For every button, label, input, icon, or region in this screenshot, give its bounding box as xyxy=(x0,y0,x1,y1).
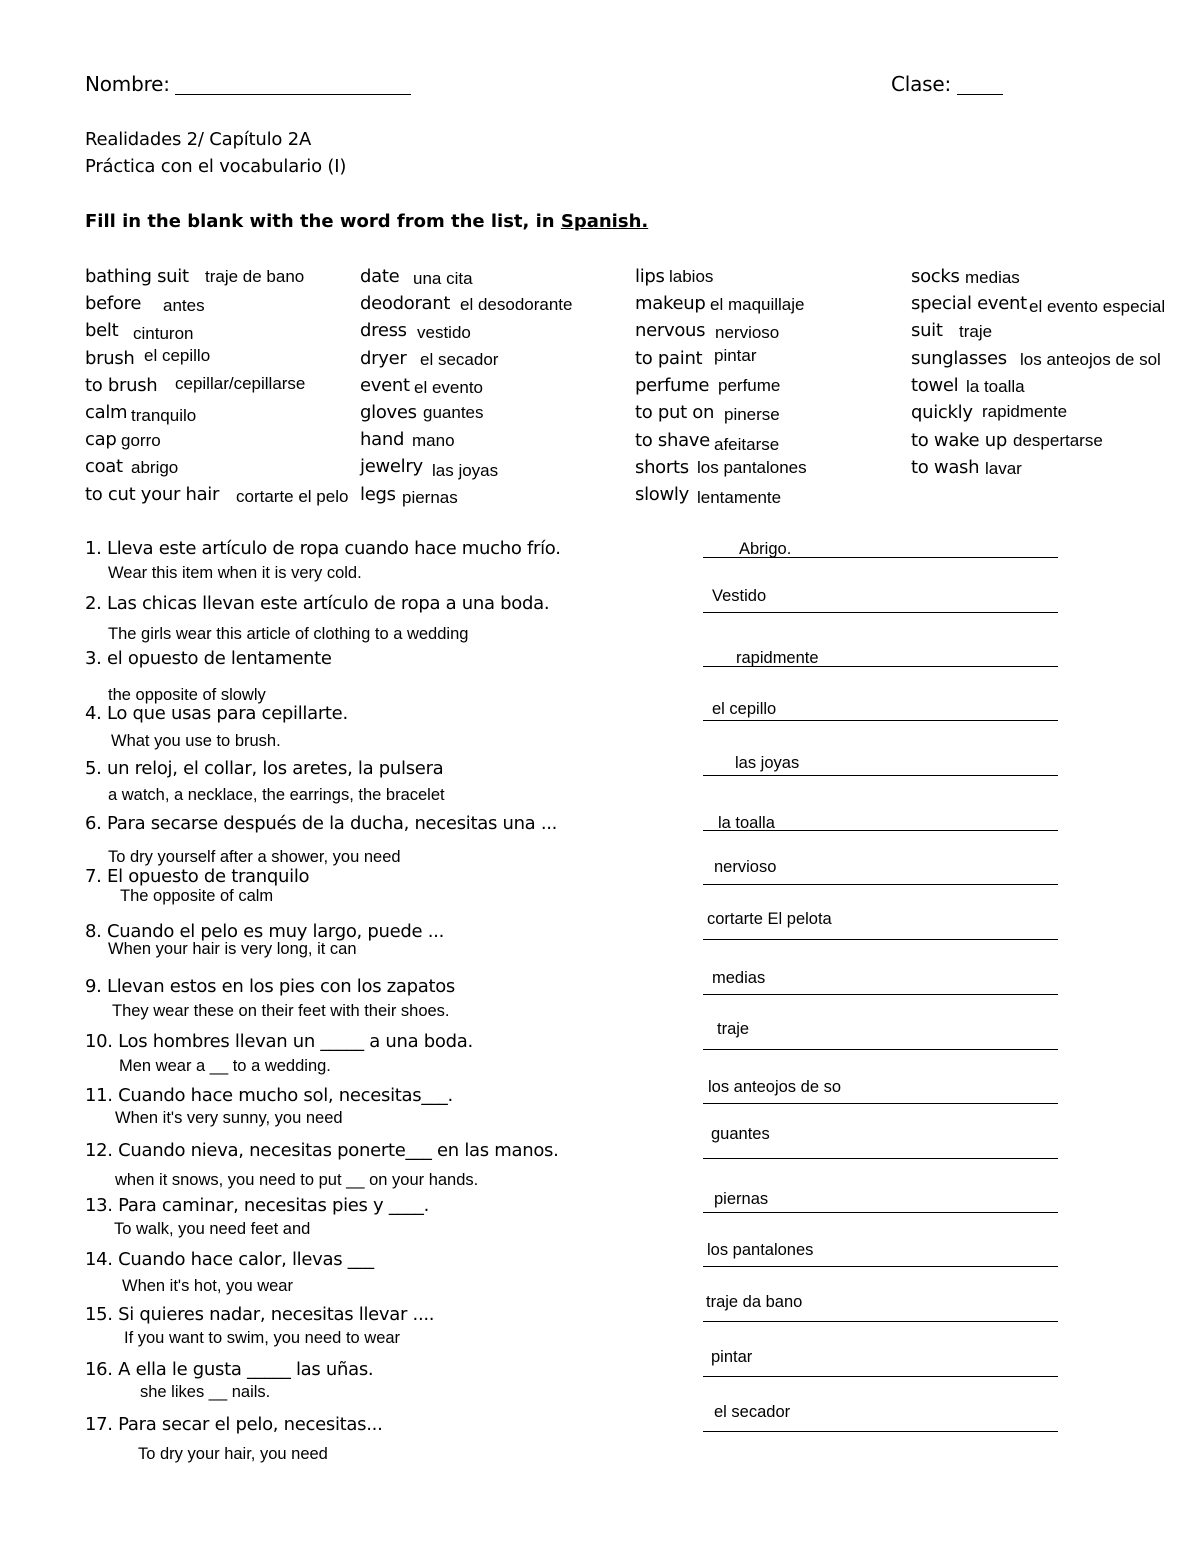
vocab-en: makeup xyxy=(635,293,706,314)
question-text: 8. Cuando el pelo es muy largo, puede ... xyxy=(85,921,444,942)
question-text: 2. Las chicas llevan este artículo de ropa a una boda. xyxy=(85,593,550,614)
question-translation: To dry yourself after a shower, you need xyxy=(108,848,401,866)
vocab-en: legs xyxy=(360,484,396,505)
question-text: 14. Cuando hace calor, llevas ___ xyxy=(85,1249,374,1270)
instructions xyxy=(85,211,648,232)
vocab-en: deodorant xyxy=(360,293,451,314)
question-translation: The opposite of calm xyxy=(120,887,274,905)
vocab-es: rapidmente xyxy=(982,402,1068,421)
vocab-es: el evento xyxy=(414,378,483,397)
answer-line[interactable] xyxy=(703,939,1058,940)
answer-text: la toalla xyxy=(718,814,775,832)
question-translation: If you want to swim, you need to wear xyxy=(124,1329,401,1347)
vocab-es: los pantalones xyxy=(697,458,807,477)
vocab-en: shorts xyxy=(635,457,689,478)
vocab-en: jewelry xyxy=(360,456,423,477)
answer-line[interactable] xyxy=(703,994,1058,995)
vocab-es: antes xyxy=(163,296,205,315)
answer-text: traje da bano xyxy=(706,1293,803,1311)
vocab-es: gorro xyxy=(121,431,161,450)
question-translation: a watch, a necklace, the earrings, the bracelet xyxy=(108,786,445,804)
vocab-en: date xyxy=(360,266,400,287)
question-text: 3. el opuesto de lentamente xyxy=(85,648,332,669)
answer-text: los anteojos de so xyxy=(708,1078,842,1096)
instruction-text: Fill in the blank with the word from the list, in xyxy=(85,211,561,232)
vocab-es: el secador xyxy=(420,350,499,369)
vocab-en: to brush xyxy=(85,375,158,396)
answer-text: pintar xyxy=(711,1348,753,1366)
answer-line[interactable] xyxy=(703,884,1058,885)
answer-text: nervioso xyxy=(714,858,777,876)
answer-text: los pantalones xyxy=(707,1241,814,1259)
vocab-es: los anteojos de sol xyxy=(1020,350,1161,369)
vocab-es: despertarse xyxy=(1013,431,1103,450)
question-translation: To walk, you need feet and xyxy=(114,1220,311,1238)
vocab-es: la toalla xyxy=(966,377,1025,396)
question-text: 16. A ella le gusta _____ las uñas. xyxy=(85,1359,374,1380)
question-translation: Men wear a __ to a wedding. xyxy=(119,1057,331,1075)
vocab-en: hand xyxy=(360,429,405,450)
vocab-es: el evento especial xyxy=(1029,297,1166,316)
question-translation: when it snows, you need to put __ on your hands. xyxy=(115,1171,479,1189)
instruction-emphasis: Spanish. xyxy=(560,211,649,232)
vocab-es: pintar xyxy=(714,346,757,365)
vocab-es: las joyas xyxy=(432,461,499,480)
question-text: 1. Lleva este artículo de ropa cuando hace mucho frío. xyxy=(85,538,561,559)
vocab-es: cepillar/cepillarse xyxy=(175,374,306,393)
vocab-en: to wash xyxy=(911,457,980,478)
answer-line[interactable] xyxy=(703,612,1058,613)
vocab-en: cap xyxy=(85,429,117,450)
question-translation: she likes __ nails. xyxy=(140,1383,271,1401)
answer-line[interactable] xyxy=(703,1103,1058,1104)
question-translation: Wear this item when it is very cold. xyxy=(108,564,362,582)
answer-text: las joyas xyxy=(735,754,800,772)
question-text: 15. Si quieres nadar, necesitas llevar .... xyxy=(85,1304,435,1325)
answer-text: Abrigo. xyxy=(739,540,792,558)
vocab-es: el desodorante xyxy=(460,295,573,314)
question-text: 10. Los hombres llevan un _____ a una boda. xyxy=(85,1031,473,1052)
vocab-es: cortarte el pelo xyxy=(236,487,349,506)
answer-line[interactable] xyxy=(703,666,1058,667)
question-translation: When your hair is very long, it can xyxy=(108,940,357,958)
vocab-es: el maquillaje xyxy=(710,295,805,314)
question-translation: the opposite of slowly xyxy=(108,686,266,704)
vocab-en: before xyxy=(85,293,142,314)
vocab-en: event xyxy=(360,375,410,396)
vocab-es: traje de bano xyxy=(205,267,305,286)
vocab-en: socks xyxy=(911,266,960,287)
question-text: 17. Para secar el pelo, necesitas... xyxy=(85,1414,383,1435)
answer-text: el cepillo xyxy=(712,700,777,718)
answer-text: guantes xyxy=(711,1125,770,1143)
answer-line[interactable] xyxy=(703,775,1058,776)
answer-line[interactable] xyxy=(703,1431,1058,1432)
vocab-es: medias xyxy=(965,268,1020,287)
answer-text: Vestido xyxy=(712,587,767,605)
vocab-en: calm xyxy=(85,402,128,423)
question-text: 4. Lo que usas para cepillarte. xyxy=(85,703,348,724)
document-subtitle: Práctica con el vocabulario (I) xyxy=(85,156,347,177)
vocab-en: gloves xyxy=(360,402,417,423)
vocab-es: afeitarse xyxy=(714,435,780,454)
vocab-es: una cita xyxy=(413,269,473,288)
question-text: 9. Llevan estos en los pies con los zapatos xyxy=(85,976,455,997)
question-translation: When it's very sunny, you need xyxy=(115,1109,343,1127)
vocab-es: lavar xyxy=(985,459,1022,478)
answer-line[interactable] xyxy=(703,1049,1058,1050)
vocab-es: labios xyxy=(669,267,714,286)
question-translation: When it's hot, you wear xyxy=(122,1277,293,1295)
vocab-es: nervioso xyxy=(715,323,780,342)
answer-text: traje xyxy=(717,1020,750,1038)
vocab-es: vestido xyxy=(417,323,471,342)
vocab-en: to cut your hair xyxy=(85,484,220,505)
vocab-es: lentamente xyxy=(697,488,782,507)
question-translation: To dry your hair, you need xyxy=(138,1445,328,1463)
vocab-es: traje xyxy=(959,322,993,341)
vocab-en: to shave xyxy=(635,430,710,451)
answer-line[interactable] xyxy=(703,1321,1058,1322)
vocab-es: tranquilo xyxy=(131,406,197,425)
vocab-en: bathing suit xyxy=(85,266,189,287)
vocab-es: pinerse xyxy=(724,405,780,424)
vocab-en: perfume xyxy=(635,375,710,396)
vocab-en: to wake up xyxy=(911,430,1007,451)
nombre-blank[interactable] xyxy=(175,94,411,95)
question-text: 7. El opuesto de tranquilo xyxy=(85,866,310,887)
question-text: 13. Para caminar, necesitas pies y ____. xyxy=(85,1195,430,1216)
nombre-label: Nombre: xyxy=(85,72,170,96)
document-title: Realidades 2/ Capítulo 2A xyxy=(85,129,312,150)
vocab-es: guantes xyxy=(423,403,484,422)
vocab-en: dress xyxy=(360,320,407,341)
vocab-en: belt xyxy=(85,320,119,341)
question-translation: They wear these on their feet with their shoes. xyxy=(112,1002,450,1020)
vocab-en: towel xyxy=(911,375,959,396)
vocab-en: dryer xyxy=(360,348,407,369)
answer-text: piernas xyxy=(714,1190,769,1208)
vocab-en: special event xyxy=(911,293,1027,314)
answer-line[interactable] xyxy=(703,1158,1058,1159)
vocab-en: quickly xyxy=(911,402,973,423)
vocab-en: to paint xyxy=(635,348,703,369)
question-text: 6. Para secarse después de la ducha, necesitas una ... xyxy=(85,813,558,834)
answer-text: cortarte El pelota xyxy=(707,910,832,928)
question-text: 5. un reloj, el collar, los aretes, la pulsera xyxy=(85,758,444,779)
question-text: 12. Cuando nieva, necesitas ponerte___ en las manos. xyxy=(85,1140,559,1161)
vocab-en: suit xyxy=(911,320,943,341)
answer-line[interactable] xyxy=(703,1376,1058,1377)
answer-line[interactable] xyxy=(703,720,1058,721)
vocab-es: cinturon xyxy=(133,324,194,343)
vocab-en: lips xyxy=(635,266,665,287)
vocab-es: mano xyxy=(412,431,455,450)
answer-text: el secador xyxy=(714,1403,791,1421)
vocab-en: nervous xyxy=(635,320,706,341)
vocab-en: slowly xyxy=(635,484,689,505)
answer-line[interactable] xyxy=(703,557,1058,558)
vocab-es: piernas xyxy=(402,488,458,507)
vocab-en: brush xyxy=(85,348,135,369)
question-translation: What you use to brush. xyxy=(111,732,281,750)
vocab-en: coat xyxy=(85,456,123,477)
clase-label: Clase: xyxy=(891,72,952,96)
answer-line[interactable] xyxy=(703,830,1058,831)
question-translation: The girls wear this article of clothing to a wedding xyxy=(108,625,469,643)
vocab-es: el cepillo xyxy=(144,346,211,365)
answer-line[interactable] xyxy=(703,1212,1058,1213)
vocab-es: abrigo xyxy=(131,458,179,477)
clase-blank[interactable] xyxy=(957,94,1003,95)
answer-text: medias xyxy=(712,969,766,987)
answer-text: rapidmente xyxy=(736,649,819,667)
answer-line[interactable] xyxy=(703,1266,1058,1267)
vocab-es: perfume xyxy=(718,376,781,395)
question-text: 11. Cuando hace mucho sol, necesitas___. xyxy=(85,1085,453,1106)
vocab-en: sunglasses xyxy=(911,348,1007,369)
vocab-en: to put on xyxy=(635,402,715,423)
